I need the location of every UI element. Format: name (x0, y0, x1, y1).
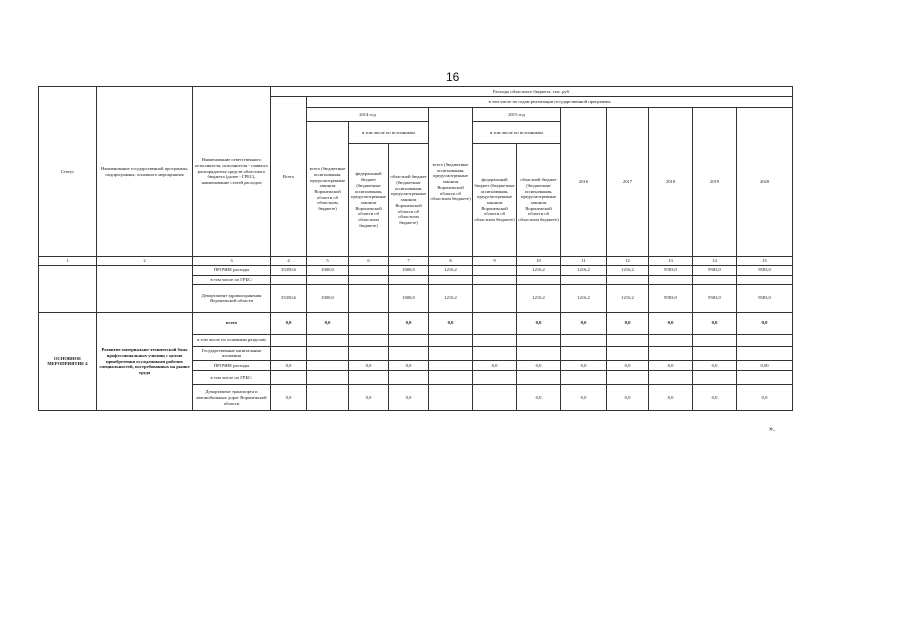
value-cell (429, 361, 473, 371)
value-cell: 1000,0 (389, 265, 429, 275)
column-numbers-row (39, 257, 793, 266)
col-num-10: 10 (517, 257, 561, 266)
header-executor: Наименование ответственного исполнителя, исполнителя - главного распорядителя средств областного бюджета (далее - ГРБС), наименование статей расходов (193, 87, 271, 257)
page-number: 16 (446, 70, 460, 84)
value-cell: 1216,2 (607, 284, 649, 312)
value-cell: 0,0 (561, 385, 607, 411)
value-cell (429, 385, 473, 411)
value-cell: 35350,6 (271, 265, 307, 275)
value-cell (307, 361, 349, 371)
col-num-5: 5 (307, 257, 349, 266)
col-num-12: 12 (607, 257, 649, 266)
value-cell: 0,0 (607, 385, 649, 411)
value-cell: 1216,2 (561, 284, 607, 312)
col-num-6: 6 (349, 257, 389, 266)
value-cell: 0,0 (271, 312, 307, 334)
value-cell (473, 312, 517, 334)
header-year-2019: 2019 (693, 108, 737, 257)
value-cell: 1216,2 (429, 284, 473, 312)
value-cell: 0,0 (349, 385, 389, 411)
value-cell: 0,0 (693, 312, 737, 334)
value-cell (473, 284, 517, 312)
value-cell (349, 312, 389, 334)
value-cell: 35350,6 (271, 284, 307, 312)
value-cell (349, 265, 389, 275)
value-cell: 0,00 (737, 361, 793, 371)
col-num-14: 14 (693, 257, 737, 266)
table-row (39, 312, 793, 334)
value-cell: 0,0 (271, 385, 307, 411)
value-cell: 9583,0 (737, 265, 793, 275)
header-budget-title: Расходы областного бюджета, тыс. руб. (271, 87, 793, 97)
value-cell: 1000,0 (307, 284, 349, 312)
row-label: Департамент здравоохранения Воронежской области (193, 284, 271, 312)
value-cell: 0,0 (693, 385, 737, 411)
col-num-9: 9 (473, 257, 517, 266)
value-cell: 1216,2 (517, 284, 561, 312)
header-federal-2014: федеральный бюджет (бюджетные ассигнования, предусмотренные законом Воронежской области об областном бюджете) (349, 144, 389, 257)
value-cell (473, 385, 517, 411)
value-cell: 0,0 (561, 312, 607, 334)
row-label: всего (193, 312, 271, 334)
value-cell: 0,0 (429, 312, 473, 334)
col-num-8: 8 (429, 257, 473, 266)
header-federal-2015: федеральный бюджет (бюджетные ассигнования, предусмотренные законом Воронежской области об областном бюджете) (473, 144, 517, 257)
row-label: ПРОЧИЕ расходы (193, 265, 271, 275)
row-label: в том числе по ГРБС: (193, 371, 271, 385)
header-sources-2015: в том числе по источникам (473, 122, 561, 144)
value-cell: 0,0 (693, 361, 737, 371)
col-num-3: 3 (193, 257, 271, 266)
value-cell: 1216,2 (561, 265, 607, 275)
event-status: ОСНОВНОЕ МЕРОПРИЯТИЕ 4 (39, 312, 97, 410)
value-cell: 0,0 (517, 385, 561, 411)
closing-quote: ». (769, 424, 775, 433)
value-cell: 0,0 (389, 361, 429, 371)
header-year-2015: 2015 год (473, 108, 561, 122)
col-num-11: 11 (561, 257, 607, 266)
col-num-13: 13 (649, 257, 693, 266)
value-cell: 0,0 (389, 312, 429, 334)
header-including-years: в том числе по годам реализации государственной программы (307, 97, 793, 108)
event-name: Развитие материально-технической базы профессиональных училищ с целью приобретения осужденными рабочих специальностей, востребованных на рынке труда (97, 312, 193, 410)
header-total: Всего (271, 97, 307, 257)
row-label: в том числе по ГРБС: (193, 275, 271, 284)
value-cell: 9583,0 (693, 284, 737, 312)
value-cell: 9583,0 (649, 265, 693, 275)
value-cell (473, 265, 517, 275)
value-cell: 0,0 (737, 385, 793, 411)
value-cell: 0,0 (517, 312, 561, 334)
value-cell (349, 284, 389, 312)
value-cell: 9583,0 (649, 284, 693, 312)
col-num-15: 15 (737, 257, 793, 266)
value-cell: 1216,2 (607, 265, 649, 275)
value-cell: 0,0 (307, 312, 349, 334)
row-label: Департамент транспорта и автомобильных дорог Воронежской области (193, 385, 271, 411)
header-year-2016: 2016 (561, 108, 607, 257)
header-year-2018: 2018 (649, 108, 693, 257)
value-cell: 9583,0 (737, 284, 793, 312)
col-num-1: 1 (39, 257, 97, 266)
header-year-2020: 2020 (737, 108, 793, 257)
col-num-4: 4 (271, 257, 307, 266)
value-cell: 0,0 (517, 361, 561, 371)
value-cell: 9583,0 (693, 265, 737, 275)
value-cell: 0,0 (607, 312, 649, 334)
value-cell: 0,0 (737, 312, 793, 334)
value-cell: 0,0 (473, 361, 517, 371)
value-cell: 1216,2 (517, 265, 561, 275)
value-cell: 1000,0 (389, 284, 429, 312)
header-total-2015: всего (бюджетные ассигнования, предусмотренные законом Воронежской области об областном бюджете) (429, 108, 473, 257)
value-cell: 0,0 (389, 385, 429, 411)
budget-table (38, 86, 793, 411)
header-regional-2014: областной бюджет (бюджетные ассигнования, предусмотренные законом Воронежской области об областном бюджете) (389, 144, 429, 257)
header-sources-2014: в том числе по источникам (349, 122, 429, 144)
value-cell: 0,0 (561, 361, 607, 371)
row-label: в том числе по основным разделам (193, 334, 271, 346)
row-label: ПРОЧИЕ расходы (193, 361, 271, 371)
header-year-2014: 2014 год (307, 108, 429, 122)
header-total-2014: всего (бюджетные ассигнования, предусмотренные законом Воронежской области об областном бюджете) (307, 122, 349, 257)
budget-table-wrapper (38, 86, 792, 411)
table-row (39, 265, 793, 275)
value-cell: 1000,0 (307, 265, 349, 275)
value-cell: 0,0 (271, 361, 307, 371)
name-cell-empty (97, 265, 193, 312)
col-num-2: 2 (97, 257, 193, 266)
value-cell: 1216,2 (429, 265, 473, 275)
status-cell-empty (39, 265, 97, 312)
value-cell: 0,0 (649, 312, 693, 334)
row-label: Государственные капитальные вложения (193, 346, 271, 360)
value-cell: 0,0 (649, 385, 693, 411)
value-cell: 0,0 (349, 361, 389, 371)
value-cell (307, 385, 349, 411)
value-cell: 0,0 (649, 361, 693, 371)
header-regional-2015: областной бюджет (бюджетные ассигнования, предусмотренные законом Воронежской области об областном бюджете) (517, 144, 561, 257)
col-num-7: 7 (389, 257, 429, 266)
header-program-name: Наименование государственной программы, подпрограммы, основного мероприятия (97, 87, 193, 257)
header-status: Статус (39, 87, 97, 257)
value-cell: 0,0 (607, 361, 649, 371)
header-year-2017: 2017 (607, 108, 649, 257)
